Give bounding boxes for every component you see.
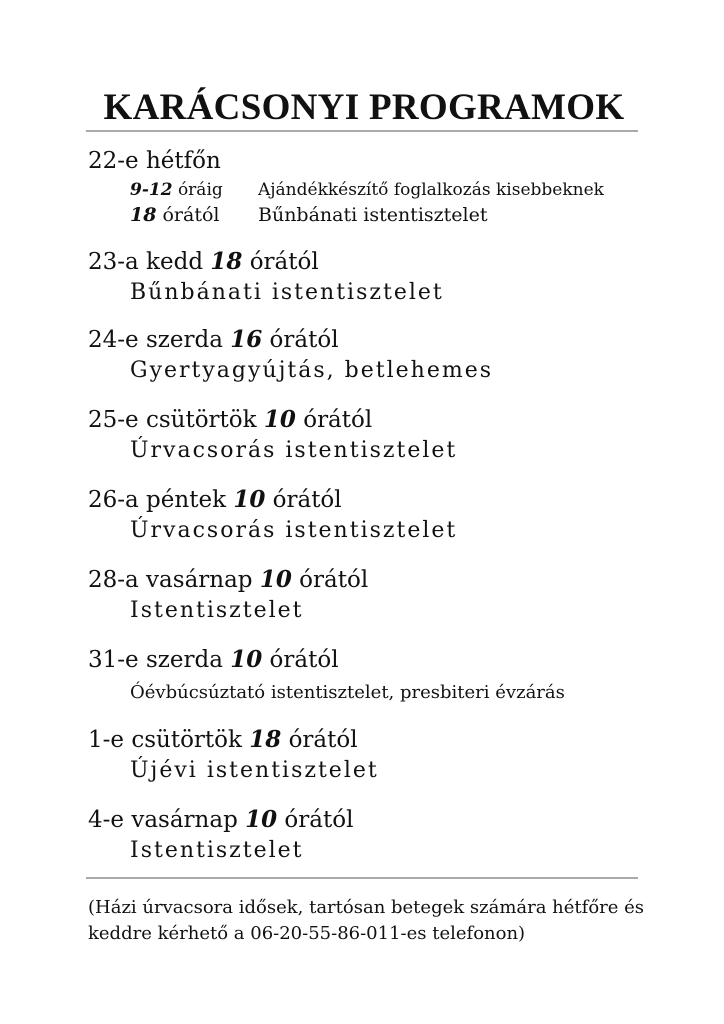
time-value: 10 (245, 806, 278, 833)
time-unit: órától (295, 407, 373, 433)
divider (86, 877, 638, 879)
day-label: 25-e csütörtök (88, 407, 264, 433)
day-label: 4-e vasárnap (88, 807, 246, 833)
day-label: 23-a kedd (88, 249, 211, 275)
event: Gyertyagyújtás, betlehemes (130, 358, 494, 383)
event: Ajándékkészítő foglalkozás kisebbeknek (258, 180, 604, 200)
time-unit: órától (156, 204, 220, 226)
event: Bűnbánati istentisztelet (258, 204, 488, 226)
page-title: KARÁCSONYI PROGRAMOK (103, 87, 625, 128)
time-value: 18 (249, 726, 282, 753)
event: Úrvacsorás istentisztelet (130, 518, 458, 543)
day-heading (88, 486, 342, 513)
day-heading (88, 806, 353, 833)
time-unit: órától (262, 327, 339, 353)
day-label: 31-e szerda (88, 647, 231, 673)
event: Óévbúcsúztató istentisztelet, presbiteri évzárás (130, 682, 565, 703)
day-heading (88, 646, 339, 673)
time-value: 16 (230, 326, 263, 353)
day-label: 28-a vasárnap (88, 567, 260, 593)
event: Úrvacsorás istentisztelet (130, 438, 458, 463)
time-unit: órától (262, 647, 339, 673)
day-heading (88, 248, 319, 275)
time-unit: órától (242, 249, 319, 275)
divider (86, 130, 638, 132)
footnote: (Házi úrvacsora idősek, tartósan betegek számára hétfőre és keddre kérhető a 06-20-55-86-011-es telefonon) (88, 897, 645, 944)
time-value: 10 (233, 486, 266, 513)
time-value: 18 (210, 248, 243, 275)
time-value: 10 (230, 646, 263, 673)
day-heading: 22-e hétfőn (88, 148, 221, 174)
event: Istentisztelet (130, 838, 304, 863)
event: Istentisztelet (130, 598, 304, 623)
time-unit: óráig (172, 180, 223, 200)
day-heading (88, 566, 368, 593)
day-heading (88, 406, 372, 433)
time-value: 18 (130, 204, 157, 226)
time-unit: órától (265, 487, 342, 513)
event: Bűnbánati istentisztelet (130, 280, 444, 305)
day-label: 26-a péntek (88, 487, 234, 513)
day-heading (88, 326, 339, 353)
event: Újévi istentisztelet (130, 758, 379, 783)
day-label: 24-e szerda (88, 327, 231, 353)
time-value: 10 (263, 406, 296, 433)
time-value: 10 (259, 566, 292, 593)
time-unit: órától (281, 727, 358, 753)
time-unit: órától (291, 567, 369, 593)
time (130, 180, 223, 200)
day-heading (88, 726, 358, 753)
day-label: 1-e csütörtök (88, 727, 250, 753)
time-value: 9-12 (130, 180, 173, 200)
time-unit: órától (277, 807, 354, 833)
time (130, 204, 220, 226)
